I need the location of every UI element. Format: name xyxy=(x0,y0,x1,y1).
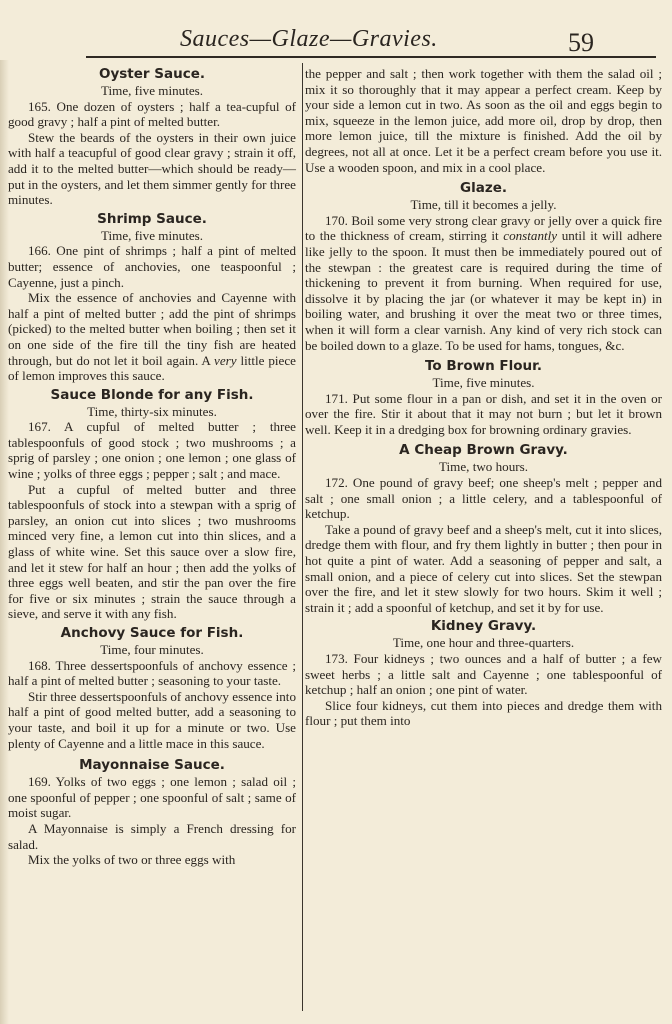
recipe-time: Time, one hour and three-quarters. xyxy=(392,635,575,651)
recipe-title: Kidney Gravy. xyxy=(430,618,537,635)
recipe-title: Shrimp Sauce. xyxy=(97,210,207,227)
page-number: 59 xyxy=(568,28,594,57)
recipe-paragraph: 165. One dozen of oysters ; half a tea-cupful of good gravy ; half a pint of melted butter. xyxy=(8,98,296,130)
recipe-paragraph xyxy=(305,213,662,353)
column-divider xyxy=(302,63,303,1011)
recipe-shrimp-sauce xyxy=(8,211,296,384)
text-run: Mix the essence of anchovies and Cayenne with half a pint of melted butter ; add the pint of shrimps (picked) to the melted butter when boiling ; then set it on one side of the fire till the tiny fish are heated through, but do not let it boil again. A xyxy=(8,290,296,368)
recipe-title: To Brown Flour. xyxy=(425,358,542,375)
recipe-paragraph: 173. Four kidneys ; two ounces and a half of butter ; a few sweet herbs ; a little salt and Cayenne ; one tablespoonful of ketchup ; half an onion ; one pint of water. xyxy=(305,651,662,698)
emphasis: constantly xyxy=(503,228,558,244)
recipe-title: Glaze. xyxy=(460,180,507,197)
recipe-paragraph: Slice four kidneys, cut them into pieces and dredge them with flour ; put them into xyxy=(305,697,662,729)
recipe-paragraph: Stew the beards of the oysters in their own juice with half a teacupful of good clear gravy ; strain it off, add it to the melted butter—which should be ready—put in the oysters, and let them simmer gently for three minutes. xyxy=(8,129,296,208)
recipe-title: Mayonnaise Sauce. xyxy=(79,757,225,774)
recipe-glaze xyxy=(305,180,662,353)
recipe-time: Time, thirty-six minutes. xyxy=(87,403,217,419)
recipe-time: Time, four minutes. xyxy=(100,642,204,657)
recipe-paragraph: Take a pound of gravy beef and a sheep's melt, cut it into slices, dredge them with flour, and fry them lightly in butter ; then pour in hot quite a pint of water. Add a seasoning of pepper and salt, a small onion, and a piece of celery cut into slices. Set the stewpan over the fire, and let it stew slowly for two hours. Skim it well ; strain it ; add a spoonful of ketchup, and set it by for use. xyxy=(305,521,662,615)
recipe-paragraph: Put a cupful of melted butter and three tablespoonfuls of stock into a stewpan with a sprig of parsley, an onion cut into slices ; two mushrooms minced very fine, a lemon cut into thin slices, and a glass of white wine. Set this sauce over a slow fire, and let it stew for half an hour ; then add the yolks of three eggs well beaten, and stir the pan over the fire for five or six minutes ; strain the sauce through a sieve, and serve it with any fish. xyxy=(8,481,296,622)
recipe-time: Time, till it becomes a jelly. xyxy=(410,197,557,213)
recipe-paragraph xyxy=(8,290,296,384)
recipe-paragraph: Mix the yolks of two or three eggs with xyxy=(28,852,236,868)
recipe-title: Sauce Blonde for any Fish. xyxy=(50,386,254,403)
recipe-title: Anchovy Sauce for Fish. xyxy=(60,625,244,641)
recipe-time: Time, five minutes. xyxy=(100,227,204,243)
text-run: until it will adhere like jelly to the spoon. It must then be immediately poured out of the stewpan : the greatest care is required during the time of thickening to prevent it from burning. When required for use, dissolve it by placing the jar (or whatever it may be kept in) in boiling water, and brushing it over the meat two or three times, when it will form a clear varnish. Any kind of very rich stock can be boiled down to a glaze. To be used for hams, tongues, &c. xyxy=(305,228,662,353)
recipe-oyster-sauce xyxy=(8,66,296,208)
recipe-cheap-brown-gravy xyxy=(305,442,662,615)
text-run: 170. Boil some very strong clear gravy or jelly over a quick fire to the thickness of cream, stirring it xyxy=(305,212,662,244)
recipe-title: A Cheap Brown Gravy. xyxy=(399,442,568,459)
running-head: Sauces—Glaze—Gravies. xyxy=(180,26,438,52)
header-rule xyxy=(86,56,656,58)
recipe-mayonnaise-sauce xyxy=(8,757,296,868)
recipe-sauce-blonde xyxy=(8,387,296,622)
recipe-paragraph: 167. A cupful of melted butter ; three tablespoonfuls of good stock ; two mushrooms ; a sprig of parsley ; one onion ; one lemon ; one glass of wine ; yolks of three eggs ; pepper ; salt ; and mace. xyxy=(8,419,296,482)
recipe-paragraph: A Mayonnaise is simply a French dressing for salad. xyxy=(8,820,296,852)
recipe-paragraph-continued: the pepper and salt ; then work together with them the salad oil ; mix it so thoroughly that it may appear a perfect cream. Keep by your side a lemon cut in two. As soon as the oil and eggs begin to mix, squeeze in the lemon juice, add more oil, drop by drop, then more lemon juice, till the mixture is finished. Add the oil by degrees, not all at once. Let it be a perfect cream before you use it. Use a wooden spoon, and mix in a cool place. xyxy=(305,66,662,175)
left-column xyxy=(8,66,296,868)
recipe-time: Time, five minutes. xyxy=(100,83,204,98)
page-header xyxy=(0,18,672,58)
recipe-paragraph: 168. Three dessertspoonfuls of anchovy essence ; half a pint of melted butter ; seasoning to your taste. xyxy=(8,657,296,689)
recipe-brown-flour xyxy=(305,358,662,437)
recipe-paragraph: 166. One pint of shrimps ; half a pint of melted butter; essence of anchovies, one teaspoonful ; Cayenne, just a pinch. xyxy=(8,243,296,290)
text-run: little piece of lemon improves this sauce. xyxy=(8,352,296,384)
recipe-paragraph: 169. Yolks of two eggs ; one lemon ; salad oil ; one spoonful of pepper ; one spoonful of salt ; same of moist sugar. xyxy=(8,774,296,821)
recipe-time: Time, two hours. xyxy=(438,459,528,475)
recipe-paragraph: Stir three dessertspoonfuls of anchovy essence into half a pint of good melted butter, add a seasoning to your taste, and boil it up for a minute or two. Use plenty of Cayenne and a little mace in this sauce. xyxy=(8,688,296,751)
recipe-kidney-gravy xyxy=(305,618,662,729)
right-column xyxy=(305,66,662,729)
emphasis: very xyxy=(214,352,237,368)
recipe-paragraph: 172. One pound of gravy beef; one sheep's melt ; pepper and salt ; one small onion ; a little celery, and a tablespoonful of ketchup. xyxy=(305,475,662,522)
recipe-anchovy-sauce xyxy=(8,625,296,751)
recipe-paragraph: 171. Put some flour in a pan or dish, and set it in the oven or over the fire. Stir it about that it may not burn ; but let it brown well. Keep it in a dredging box for browning ordinary gravies. xyxy=(305,390,662,437)
recipe-title: Oyster Sauce. xyxy=(98,66,205,82)
recipe-time: Time, five minutes. xyxy=(432,375,535,391)
